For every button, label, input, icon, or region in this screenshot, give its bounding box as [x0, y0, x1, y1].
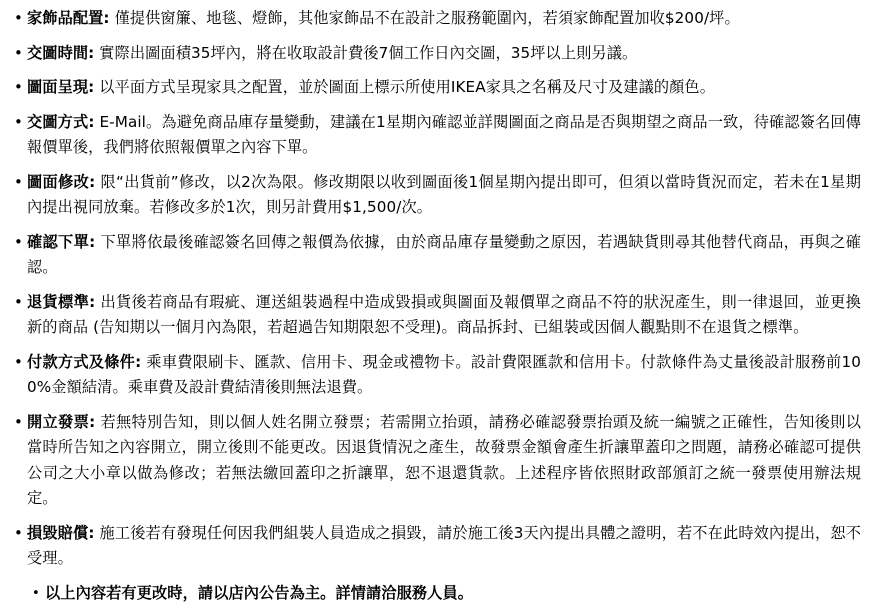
list-item-label: 圖面修改:: [27, 172, 96, 191]
list-item-text: [27, 521, 861, 572]
list-item-body: 出貨後若商品有瑕疵、運送組裝過程中造成毀損或與圖面及報價單之商品不符的狀況產生，則一律退回，並更換新的商品 (告知期以一個月內為限，若超過告知期限恕不受理)。商品拆封、已組裝或因個人觀點則不在退貨之標準。: [27, 292, 861, 336]
list-item: [14, 6, 861, 32]
list-item-label: 開立發票:: [27, 412, 96, 431]
list-item-body: 僅提供窗簾、地毯、燈飾，其他家飾品不在設計之服務範圍內，若須家飾配置加收$200/坪。: [109, 9, 740, 27]
bullet-icon: •: [14, 112, 23, 131]
bullet-icon: •: [14, 9, 23, 27]
list-item-body: E-Mail。為避免商品庫存量變動，建議在1星期內確認並詳閱圖面之商品是否與期望之商品一致，待確認簽名回傳報價單後，我們將依照報價單之內容下單。: [27, 112, 861, 156]
bullet-icon: •: [14, 352, 23, 371]
bullet-icon: •: [14, 172, 23, 191]
bullet-icon: •: [14, 412, 23, 431]
list-item: [14, 521, 861, 572]
footer-note-text: 以上內容若有更改時，請以店內公告為主。詳情請洽服務人員。: [45, 583, 474, 602]
list-item-body: 若無特別告知，則以個人姓名開立發票；若需開立抬頭，請務必確認發票抬頭及統一編號之正確性，告知後則以當時所告知之內容開立，開立後則不能更改。因退貨情況之產生，故發票金額會產生折讓單蓋印之問題，請務必確認可提供公司之大小章以做為修改；若無法繳回蓋印之折讓單，恕不退還貨款。上述程序皆依照財政部頒訂之統一發票使用辦法規定。: [27, 412, 861, 507]
list-item: [14, 350, 861, 401]
list-item-label: 圖面呈現:: [27, 78, 95, 96]
bullet-icon: •: [14, 78, 23, 96]
list-item-body: 以平面方式呈現家具之配置，並於圖面上標示所使用IKEA家具之名稱及尺寸及建議的顏色。: [94, 78, 716, 96]
list-item: [14, 110, 861, 161]
list-item-label: 交圖方式:: [27, 112, 95, 131]
list-item: [14, 41, 861, 67]
list-item-body: 實際出圖面積35坪內，將在收取設計費後7個工作日內交圖，35坪以上則另議。: [94, 43, 638, 62]
list-item-label: 退貨標準:: [27, 292, 96, 311]
list-item: [14, 230, 861, 281]
bullet-icon: •: [14, 232, 23, 251]
bullet-icon: •: [14, 292, 23, 311]
list-item: [14, 290, 861, 341]
list-item-text: [27, 6, 861, 32]
list-item: [14, 170, 861, 221]
list-item-text: [27, 350, 861, 401]
list-item-body: 施工後若有發現任何因我們組裝人員造成之損毀，請於施工後3天內提出具體之證明，若不在此時效內提出，恕不受理。: [27, 523, 862, 567]
list-item-text: [27, 410, 861, 512]
list-item-text: [27, 170, 861, 221]
list-item-label: 損毀賠償:: [27, 523, 95, 542]
footer-note: [14, 581, 861, 606]
list-item-text: [27, 290, 861, 341]
list-item-label: 交圖時間:: [27, 43, 95, 62]
list-item: [14, 410, 861, 512]
bullet-icon: •: [14, 523, 23, 542]
list-item-body: 限“出貨前”修改，以2次為限。修改期限以收到圖面後1個星期內提出即可，但須以當時貨況而定，若未在1星期內提出視同放棄。若修改多於1次，則另計費用$1,500/次。: [27, 172, 861, 216]
list-item-text: [27, 110, 861, 161]
list-item-label: 付款方式及條件:: [27, 352, 142, 371]
list-item-body: 乘車費限刷卡、匯款、信用卡、現金或禮物卡。設計費限匯款和信用卡。付款條件為丈量後設計服務前100%金額結清。乘車費及設計費結清後則無法退費。: [27, 352, 862, 396]
bullet-icon: •: [32, 585, 40, 601]
list-item-text: [27, 230, 861, 281]
list-item-label: 家飾品配置:: [27, 9, 110, 27]
list-item-label: 確認下單:: [27, 232, 96, 251]
list-item-text: [27, 41, 861, 67]
list-item-text: [27, 75, 861, 101]
bullet-icon: •: [14, 43, 23, 62]
list-item: [14, 75, 861, 101]
list-item-body: 下單將依最後確認簽名回傳之報價為依據，由於商品庫存量變動之原因，若遇缺貨則尋其他替代商品，再與之確認。: [27, 232, 861, 276]
